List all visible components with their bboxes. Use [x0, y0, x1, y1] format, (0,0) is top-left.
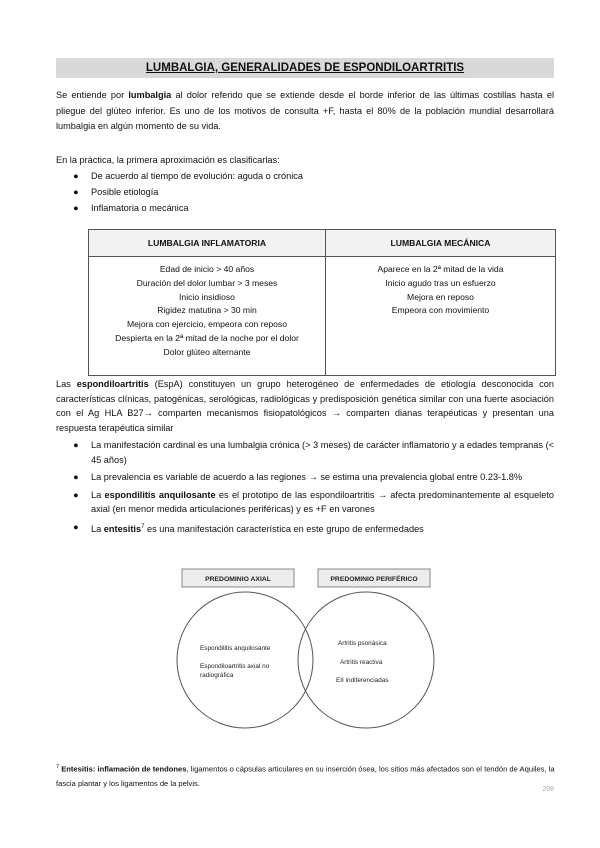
footnote	[56, 760, 556, 791]
list-item: ● Inflamatoria o mecánica	[56, 200, 554, 216]
header-mecanica: LUMBALGIA MECÁNICA	[326, 230, 556, 257]
periferico-item: Artritis psoriásica	[338, 640, 387, 647]
bullet-icon: ●	[73, 171, 79, 181]
axial-item: radiográfica	[200, 672, 234, 679]
list-item: ● La manifestación cardinal es una lumbalgia crónica (> 3 meses) de carácter inflamatorio y a edades tempranas (< 45 años)	[73, 440, 554, 465]
term-espondiloartritis: espondiloartritis	[76, 379, 149, 389]
term-entesitis: entesitis	[103, 523, 142, 534]
periferico-item: Artritis reactiva	[340, 659, 383, 666]
list-item: ● La prevalencia es variable de acuerdo a las regiones → se estima una prevalencia global entre 0.23-1.8%	[56, 470, 554, 485]
label-periferico: PREDOMINIO PERIFÉRICO	[330, 576, 418, 583]
footnote-ref: 7	[141, 523, 145, 530]
circle-axial	[177, 592, 313, 728]
bullet-icon: ●	[73, 187, 79, 197]
footnote-number: 7	[56, 764, 60, 770]
bullet-icon: ●	[73, 440, 79, 450]
footnote-text: , ligamentos o cápsulas articulares en su inserción ósea, los sitios más afectados son el tendón de Aquiles, la fascia plantar y los ligamentos de la pelvis.	[56, 764, 555, 788]
list-item: ● La espondilitis anquilosante es el prototipo de las espondiloartritis → afecta predominantemente al esqueleto axial (en menor medida articulaciones periféricas) y es +F en varones	[73, 489, 554, 514]
bullet-icon: ●	[73, 521, 79, 532]
bullet-icon: ●	[73, 203, 79, 213]
header-inflamatoria: LUMBALGIA INFLAMATORIA	[89, 230, 326, 257]
cell-line: Despierta en la 2ª mitad de la noche por el dolor	[115, 332, 299, 343]
axial-item: Espondiloartritis axial no	[200, 663, 270, 670]
page-number: 208	[542, 786, 554, 793]
cell-line: Empeora con movimiento	[391, 305, 490, 316]
cell-line: Rigidez matutina > 30 min	[157, 305, 257, 316]
intro-text-c: al dolor referido que se extiende desde el borde inferior de las últimas costillas hasta el pliegue del glúteo inferior. Es uno de los motivos de consulta +F, hasta el 80% de la población mundial desarrollará lumbalgia en algún momento de su vida.	[56, 90, 554, 132]
bullet-icon: ●	[73, 489, 79, 500]
cell-line: Mejora en reposo	[407, 291, 474, 302]
intro-term-lumbalgia: lumbalgia	[128, 90, 172, 100]
list-item: ● Posible etiología	[56, 184, 554, 200]
intro-text-a: Se entiende por	[56, 90, 129, 100]
axial-item: Espondilitis anquilosante	[200, 645, 271, 652]
cell-line: Dolor glúteo alternante	[163, 346, 251, 357]
periferico-item: EII indiferenciadas	[336, 677, 389, 684]
bullet-icon: ●	[73, 472, 79, 482]
classification-lead: En la práctica, la primera aproximación es clasificarlas:	[56, 155, 280, 165]
cell-line: Duración del dolor lumbar > 3 meses	[136, 277, 278, 288]
term-espondilitis: espondilitis anquilosante	[104, 489, 216, 500]
label-axial: PREDOMINIO AXIAL	[205, 576, 271, 583]
list-item: ● De acuerdo al tiempo de evolución: aguda o crónica	[56, 168, 554, 184]
cell-line: Inicio agudo tras un esfuerzo	[385, 277, 496, 288]
cell-line: Aparece en la 2ª mitad de la vida	[377, 264, 504, 274]
footnote-term: Entesitis: inflamación de tendones	[61, 764, 187, 774]
page-title: LUMBALGIA, GENERALIDADES DE ESPONDILOARTRITIS	[145, 62, 465, 74]
cell-line: Mejora con ejercicio, empeora con reposo	[126, 319, 288, 330]
espondiloartritis-paragraph: Las espondiloartritis (EspA) constituyen un grupo heterogéneo de enfermedades de etiología desconocida con características clínicas, patogénicas, serológicas, radiológicas y predisposición genética similar con una fuerte asociación con el Ag HLA B27→ comparten mecanismos fisiopatológicos → comparten dianas terapéuticas y presentan una respuesta terapéutica similar	[56, 379, 554, 433]
cell-line: Inicio insidioso	[179, 291, 235, 302]
list-item: ● La entesitis$^7$ es una manifestación característica en este grupo de enfermedades	[73, 521, 424, 534]
cell-line: Edad de inicio > 40 años	[159, 264, 255, 274]
